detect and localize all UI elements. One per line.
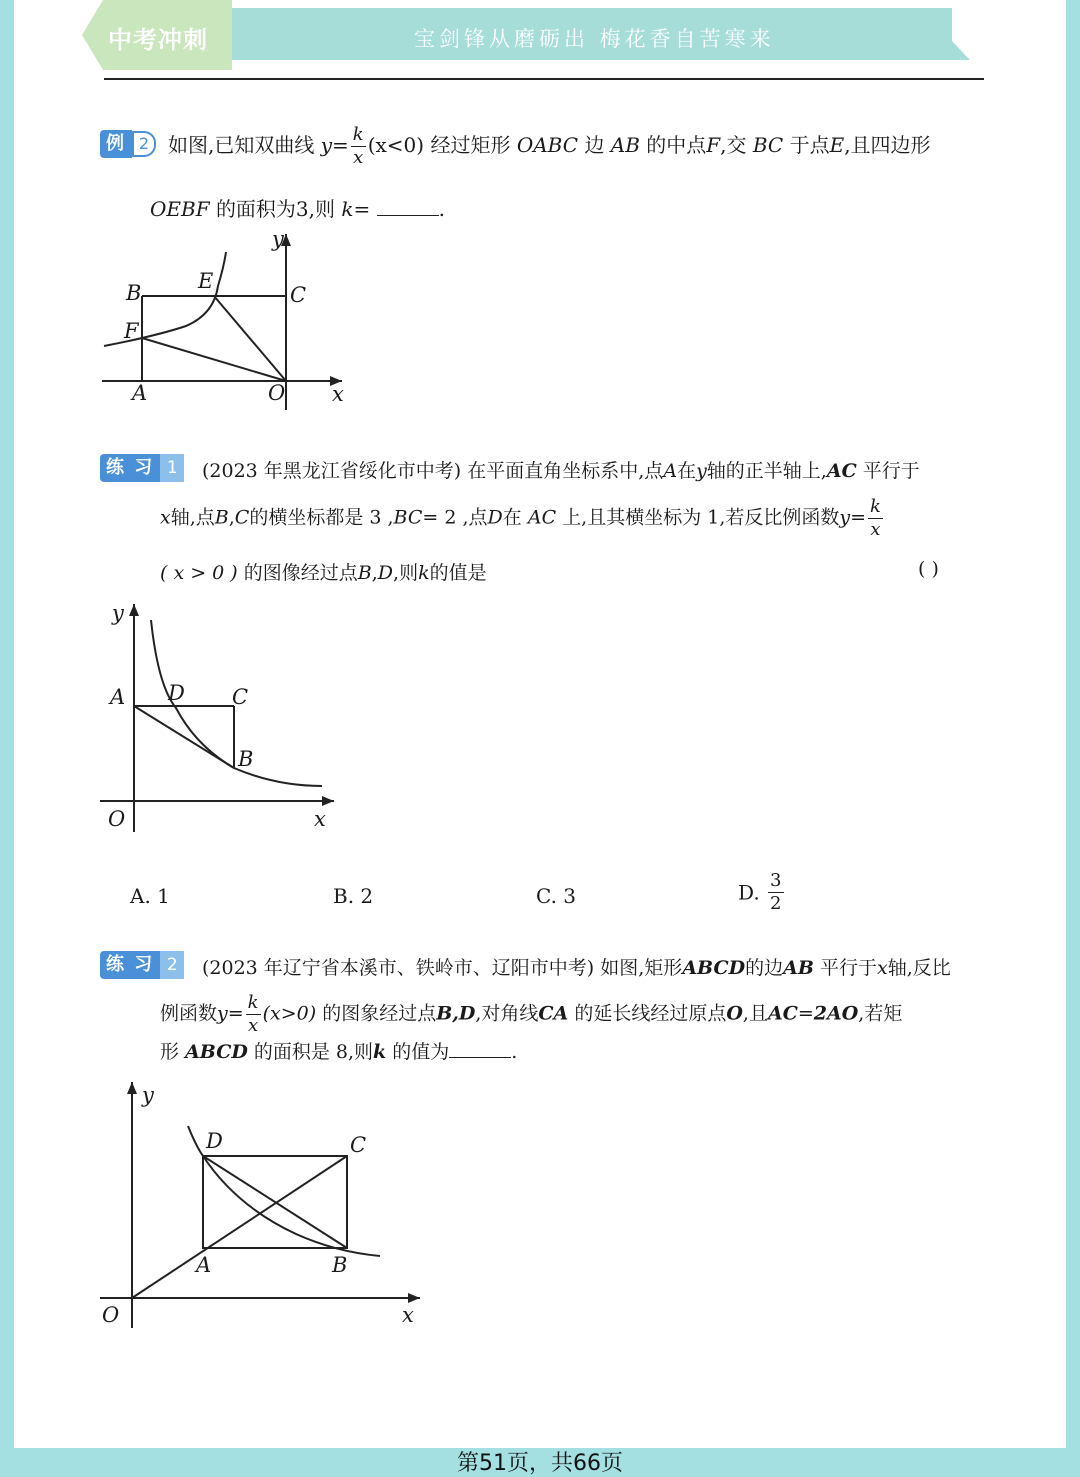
option-d[interactable] bbox=[738, 872, 786, 913]
example-text-line2 bbox=[150, 193, 445, 222]
practice2-figure bbox=[96, 1076, 436, 1332]
y-axis-arrow bbox=[129, 604, 139, 616]
segment-eo bbox=[214, 296, 286, 381]
math-oebf: OEBF bbox=[150, 197, 210, 221]
option-d-prefix: D. bbox=[738, 880, 760, 905]
practice2-line3 bbox=[160, 1037, 517, 1064]
practice1-badge-number: 1 bbox=[160, 454, 184, 482]
practice1-text: 轴的正半轴上, bbox=[706, 460, 827, 482]
label-y: y bbox=[112, 601, 124, 625]
math-2ao: 2AO bbox=[813, 1002, 859, 1025]
period: . bbox=[438, 197, 445, 221]
label-c: C bbox=[290, 283, 307, 307]
x-axis-arrow bbox=[408, 1293, 420, 1303]
eq-y: y bbox=[320, 133, 333, 157]
answer-paren[interactable]: ( ) bbox=[918, 558, 939, 580]
math-x: x bbox=[876, 957, 888, 979]
example-text: 的面积为3,则 bbox=[215, 197, 336, 221]
eq-y: y bbox=[217, 1002, 228, 1025]
math-a: A bbox=[663, 460, 678, 482]
math-d: D bbox=[487, 506, 503, 529]
practice2-text: ,且 bbox=[742, 1002, 768, 1025]
math-c: C bbox=[234, 506, 250, 529]
eq-equals: = bbox=[353, 197, 371, 221]
practice1-text: 的横坐标都是 3 , bbox=[249, 506, 394, 529]
math-ab: AB bbox=[783, 957, 814, 979]
math-abcd: ABCD bbox=[682, 957, 746, 979]
label-d: D bbox=[206, 1129, 223, 1153]
practice2-text: 的延长线经过原点 bbox=[574, 1002, 727, 1025]
practice1-badge bbox=[100, 454, 184, 482]
practice1-text: 在 bbox=[502, 506, 522, 529]
eq-condition: ( x > 0 ) bbox=[160, 562, 238, 584]
header-divider bbox=[104, 78, 984, 80]
option-b[interactable]: B. 2 bbox=[333, 884, 374, 908]
example-text-line1 bbox=[168, 126, 931, 167]
label-a: A bbox=[196, 1253, 212, 1277]
practice2-badge bbox=[100, 951, 184, 979]
practice2-text: (2023 年辽宁省本溪市、铁岭市、辽阳市中考) 如图,矩形 bbox=[202, 957, 683, 979]
comma: , bbox=[228, 506, 235, 529]
example-text: 边 bbox=[584, 133, 605, 157]
label-b: B bbox=[332, 1253, 348, 1277]
x-axis-arrow bbox=[322, 796, 334, 806]
eq-condition: (x<0) bbox=[367, 133, 425, 157]
practice2-text: 例函数 bbox=[160, 1002, 218, 1025]
y-axis-arrow bbox=[127, 1082, 137, 1094]
practice1-text: 轴,点 bbox=[170, 506, 215, 529]
math-ab: AB bbox=[610, 133, 640, 157]
practice1-text: = 2 ,点 bbox=[422, 506, 488, 529]
eq-fraction: $\frac{k}{x}$ bbox=[352, 124, 364, 168]
practice2-text: 的面积是 8,则 bbox=[253, 1041, 374, 1063]
label-b: B bbox=[126, 281, 142, 305]
practice2-text: ,对角线 bbox=[475, 1002, 539, 1025]
eq-condition: (x>0) bbox=[262, 1002, 317, 1025]
eq-fraction: $\frac{k}{x}$ bbox=[247, 992, 259, 1036]
label-o: O bbox=[268, 381, 286, 405]
practice2-text: 的图象经过点 bbox=[322, 1002, 437, 1025]
math-o: O bbox=[726, 1002, 743, 1025]
hyperbola-curve bbox=[104, 252, 226, 346]
math-f: F bbox=[706, 133, 721, 157]
practice2-text: 平行于 bbox=[819, 957, 877, 979]
practice1-text: (2023 年黑龙江省绥化市中考) 在平面直角坐标系中,点 bbox=[202, 460, 664, 482]
practice1-badge-label: 练 习 bbox=[100, 454, 160, 482]
eq-y: y bbox=[839, 506, 851, 529]
math-y: y bbox=[696, 460, 707, 482]
example-badge-number: 2 bbox=[132, 131, 156, 157]
label-o: O bbox=[108, 807, 126, 831]
math-e: E bbox=[829, 133, 845, 157]
label-x: x bbox=[332, 382, 344, 406]
option-d-fraction: $\frac{3}{2}$ bbox=[770, 870, 782, 914]
answer-blank[interactable] bbox=[377, 197, 439, 216]
math-ac: AC bbox=[767, 1002, 798, 1025]
math-x: x bbox=[160, 506, 171, 529]
math-bc: BC bbox=[752, 133, 784, 157]
example-text: 于点 bbox=[789, 133, 830, 157]
label-f: F bbox=[124, 319, 139, 343]
math-ca: CA bbox=[538, 1002, 569, 1025]
label-x: x bbox=[314, 807, 326, 831]
example-badge bbox=[100, 130, 156, 158]
label-a: A bbox=[132, 381, 148, 405]
label-x: x bbox=[402, 1303, 414, 1327]
practice1-line3 bbox=[160, 558, 487, 585]
label-b: B bbox=[238, 747, 254, 771]
example-badge-label: 例 bbox=[100, 130, 132, 158]
eq-equals: = bbox=[227, 1002, 244, 1025]
math-b: B bbox=[214, 506, 229, 529]
example-text: 如图,已知双曲线 bbox=[168, 133, 315, 157]
practice2-text: ,若矩 bbox=[858, 1002, 903, 1025]
header-tab-text: 中考冲刺 bbox=[108, 26, 208, 54]
practice2-text: 轴,反比 bbox=[887, 957, 951, 979]
example-text: ,交 bbox=[720, 133, 747, 157]
math-bd: B,D bbox=[436, 1002, 476, 1025]
practice2-line1 bbox=[202, 953, 951, 980]
example-text: 的中点 bbox=[646, 133, 707, 157]
label-c: C bbox=[232, 685, 249, 709]
label-a: A bbox=[110, 685, 126, 709]
math-ac: AC bbox=[527, 506, 557, 529]
practice2-text: 的边 bbox=[745, 957, 784, 979]
math-abcd: ABCD bbox=[185, 1041, 248, 1063]
math-k: k bbox=[373, 1041, 387, 1063]
practice1-line1 bbox=[202, 456, 920, 483]
math-k: k bbox=[341, 197, 354, 221]
eq-equals: = bbox=[797, 1002, 814, 1025]
page-footer: 第51页，共66页 bbox=[457, 1451, 623, 1476]
comma: , bbox=[371, 562, 378, 584]
label-d: D bbox=[168, 681, 185, 705]
practice2-line2 bbox=[160, 994, 902, 1035]
math-k: k bbox=[418, 562, 430, 584]
answer-blank[interactable] bbox=[449, 1039, 511, 1058]
math-b: B bbox=[357, 562, 372, 584]
header-motto: 宝剑锋从磨砺出 梅花香自苦寒来 bbox=[414, 27, 775, 51]
practice2-badge-number: 2 bbox=[160, 951, 184, 979]
segment-fo bbox=[142, 338, 286, 381]
example-text: 经过矩形 bbox=[430, 133, 511, 157]
math-d: D bbox=[377, 562, 394, 584]
practice1-text: 平行于 bbox=[862, 460, 920, 482]
practice2-text: 的值为 bbox=[392, 1041, 450, 1063]
eq-equals: = bbox=[332, 133, 349, 157]
practice1-text: 上,且其横坐标为 1,若反比例函数 bbox=[562, 506, 840, 529]
label-y: y bbox=[272, 227, 284, 251]
example-figure bbox=[96, 226, 356, 412]
math-bc: BC bbox=[393, 506, 423, 529]
practice1-text: ,则 bbox=[393, 562, 419, 584]
eq-fraction: $\frac{k}{x}$ bbox=[870, 496, 881, 540]
period: . bbox=[511, 1041, 518, 1063]
option-c[interactable]: C. 3 bbox=[536, 884, 577, 908]
practice1-text: 的图像经过点 bbox=[243, 562, 358, 584]
eq-equals: = bbox=[850, 506, 867, 529]
label-c: C bbox=[350, 1133, 367, 1157]
practice1-line2 bbox=[160, 498, 885, 539]
practice2-text: 形 bbox=[160, 1041, 180, 1063]
label-e: E bbox=[198, 269, 214, 293]
option-a[interactable]: A. 1 bbox=[130, 884, 170, 908]
math-oabc: OABC bbox=[516, 133, 579, 157]
practice1-text: 的值是 bbox=[429, 562, 487, 584]
practice1-text: 在 bbox=[677, 460, 697, 482]
label-o: O bbox=[102, 1303, 120, 1327]
math-ac: AC bbox=[826, 460, 857, 482]
practice2-badge-label: 练 习 bbox=[100, 951, 160, 979]
label-y: y bbox=[142, 1083, 154, 1107]
practice1-figure bbox=[96, 596, 346, 840]
example-text: ,且四边形 bbox=[844, 133, 931, 157]
